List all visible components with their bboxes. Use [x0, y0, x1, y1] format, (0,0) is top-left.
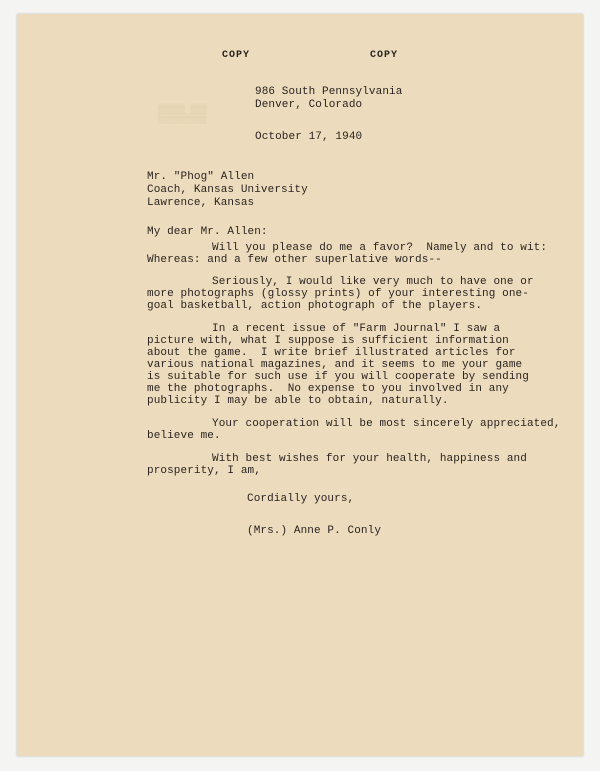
body-line: goal basketball, action photograph of the players.	[147, 300, 483, 312]
body-line: publicity I may be able to obtain, naturally.	[147, 395, 449, 407]
recipient-title: Coach, Kansas University	[147, 184, 308, 196]
body-line: In a recent issue of "Farm Journal" I saw a	[212, 323, 501, 335]
copy-stamp-left: COPY	[222, 50, 251, 61]
body-line: Seriously, I would like very much to have one or	[212, 276, 534, 288]
sender-street: 986 South Pennsylvania	[255, 86, 403, 98]
body-line: various national magazines, and it seems to me your game	[147, 359, 523, 371]
salutation: My dear Mr. Allen:	[147, 226, 268, 238]
closing: Cordially yours,	[247, 493, 355, 505]
body-line: With best wishes for your health, happiness and	[212, 453, 527, 465]
body-line: Will you please do me a favor? Namely and to wit:	[212, 242, 548, 254]
bleed-through-mark: ▒▒▒▒▒ ▒▒▒	[158, 104, 207, 114]
signature: (Mrs.) Anne P. Conly	[247, 525, 382, 537]
body-line: is suitable for such use if you will cooperate by sending	[147, 371, 529, 383]
copy-stamp-right: COPY	[370, 50, 399, 61]
bleed-through-mark: ▒▒▒▒▒▒▒▒▒	[158, 114, 207, 124]
body-line: believe me.	[147, 430, 221, 442]
recipient-city: Lawrence, Kansas	[147, 197, 255, 209]
body-line: Whereas: and a few other superlative words--	[147, 254, 442, 266]
body-line: prosperity, I am,	[147, 465, 261, 477]
sender-city: Denver, Colorado	[255, 99, 363, 111]
body-line: about the game. I write brief illustrated articles for	[147, 347, 516, 359]
recipient-name: Mr. "Phog" Allen	[147, 171, 255, 183]
body-line: me the photographs. No expense to you involved in any	[147, 383, 509, 395]
body-line: more photographs (glossy prints) of your interesting one-	[147, 288, 529, 300]
body-line: picture with, what I suppose is sufficient information	[147, 335, 509, 347]
body-line: Your cooperation will be most sincerely appreciated,	[212, 418, 561, 430]
letter-date: October 17, 1940	[255, 131, 363, 143]
